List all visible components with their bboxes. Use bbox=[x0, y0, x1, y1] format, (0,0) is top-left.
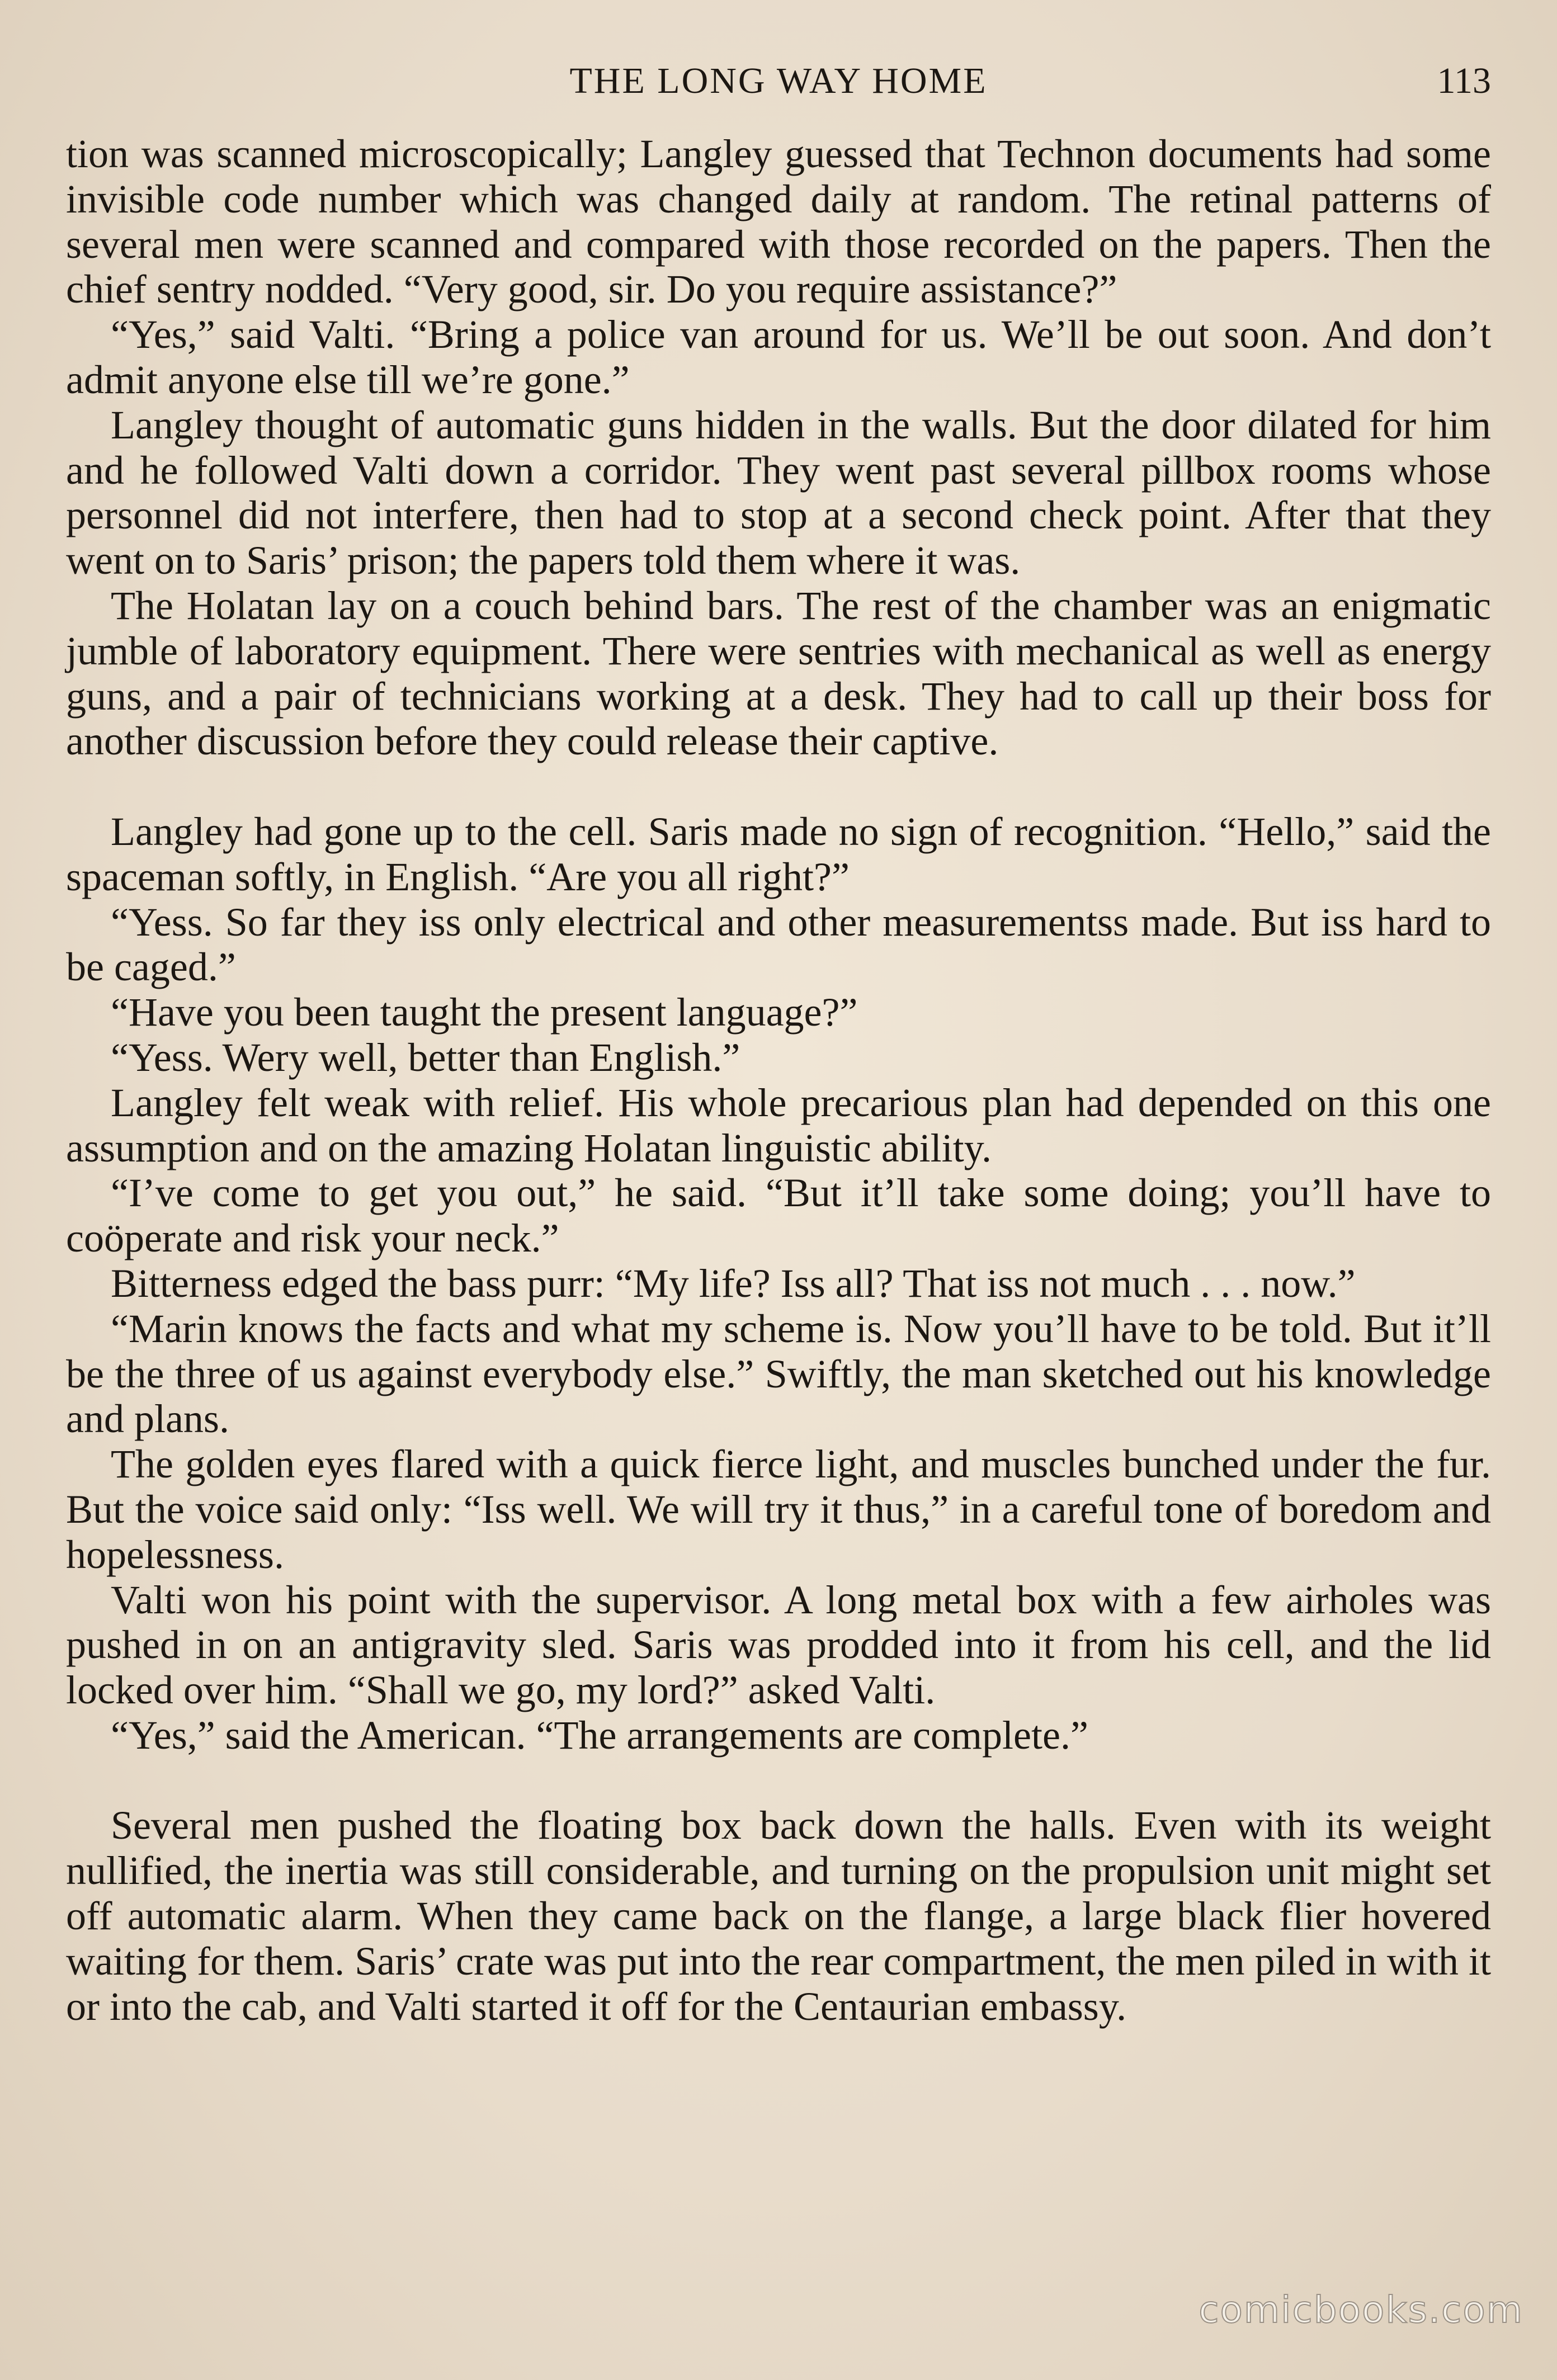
paragraph: Langley felt weak with relief. His whole precarious plan had depended on this one assumption and on the amazing Holatan linguistic ability. bbox=[66, 1080, 1491, 1170]
paragraph: tion was scanned microscopically; Langley guessed that Technon documents had some invisible code number which was changed daily at random. The retinal patterns of several men were scanned and compared with those recorded on the papers. Then the chief sentry nodded. “Very good, sir. Do you require assistance?” bbox=[66, 131, 1491, 312]
section-break bbox=[66, 1758, 1491, 1803]
paragraph: “Have you been taught the present language?” bbox=[111, 990, 858, 1035]
paragraph: Valti won his point with the supervisor. A long metal box with a few airholes was pushed in on an antigravity sled. Saris was prodded into it from his cell, and the lid locked over him. “Shall we go, my lord?” asked Valti. bbox=[66, 1577, 1491, 1713]
section-break bbox=[66, 764, 1491, 809]
paragraph: The Holatan lay on a couch behind bars. The rest of the chamber was an enigmatic jumble of laboratory equipment. There were sentries with mechanical as well as energy guns, and a pair of technicians working at a desk. They had to call up their boss for another discussion before they could release their captive. bbox=[66, 583, 1491, 764]
watermark: comicbooks.com bbox=[1199, 2288, 1523, 2331]
page-number: 113 bbox=[1437, 60, 1491, 101]
body-text bbox=[66, 131, 1491, 2029]
paragraph: Langley thought of automatic guns hidden in the walls. But the door dilated for him and he followed Valti down a corridor. They went past several pillbox rooms whose personnel did not interfere, then had to stop at a second check point. After that they went on to Saris’ prison; the papers told them where it was. bbox=[66, 402, 1491, 583]
paragraph: “Yess. Wery well, better than English.” bbox=[111, 1035, 740, 1080]
paragraph: Bitterness edged the bass purr: “My life? Iss all? That iss not much . . . now.” bbox=[111, 1260, 1356, 1306]
paragraph: Several men pushed the floating box back down the halls. Even with its weight nullified, the inertia was still considerable, and turning on the propulsion unit might set off automatic alarm. When they came back on the flange, a large black flier hovered waiting for them. Saris’ crate was put into the rear compartment, the men piled in with it or into the cab, and Valti started it off for the Centaurian embassy. bbox=[66, 1803, 1491, 2029]
paragraph: “Marin knows the facts and what my scheme is. Now you’ll have to be told. But it’ll be the three of us against everybody else.” Swiftly, the man sketched out his knowledge and plans. bbox=[66, 1306, 1491, 1442]
paragraph: “Yess. So far they iss only electrical and other measurementss made. But iss hard to be caged.” bbox=[66, 899, 1491, 990]
page-header bbox=[66, 56, 1491, 106]
running-head: THE LONG WAY HOME bbox=[569, 60, 988, 101]
paragraph: “I’ve come to get you out,” he said. “But it’ll take some doing; you’ll have to coöperate and risk your neck.” bbox=[66, 1170, 1491, 1261]
paragraph: The golden eyes flared with a quick fierce light, and muscles bunched under the fur. But the voice said only: “Iss well. We will try it thus,” in a careful tone of boredom and hopelessness. bbox=[66, 1442, 1491, 1577]
paragraph: “Yes,” said Valti. “Bring a police van around for us. We’ll be out soon. And don’t admit anyone else till we’re gone.” bbox=[66, 312, 1491, 402]
paragraph: “Yes,” said the American. “The arrangements are complete.” bbox=[111, 1712, 1088, 1758]
paragraph: Langley had gone up to the cell. Saris made no sign of recognition. “Hello,” said the spaceman softly, in English. “Are you all right?” bbox=[66, 809, 1491, 899]
